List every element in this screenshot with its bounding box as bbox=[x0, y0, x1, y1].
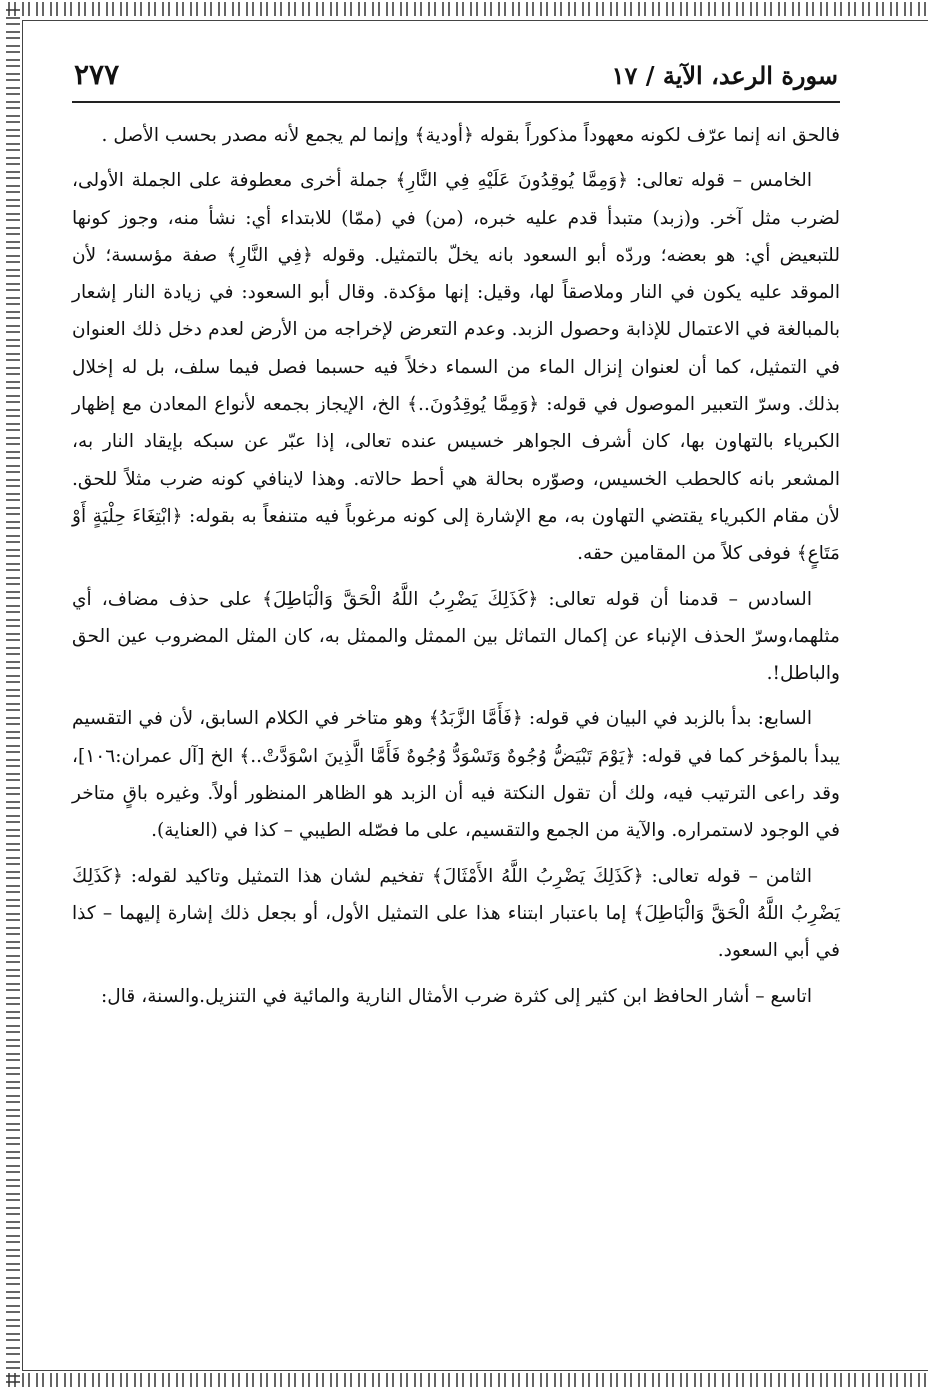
decorative-border-left bbox=[6, 8, 20, 1383]
paragraph-sixth: السادس – قدمنا أن قوله تعالى: ﴿كَذَلِكَ يَضْرِبُ اللَّهُ الْحَقَّ وَالْبَاطِلَ﴾ على حذف مضاف، أي مثلهما،وسرّ الحذف الإنباء عن إكمال التماثل بين الممثل والممثل به، كان المثل المضروب عين الحق والباطل!. bbox=[72, 588, 840, 685]
border-line-top bbox=[22, 20, 928, 21]
paragraph-fifth: الخامس – قوله تعالى: ﴿وَمِمَّا يُوقِدُونَ عَلَيْهِ فِي النَّارِ﴾ جملة أخرى معطوفة على الجملة الأولى، لضرب مثل آخر. و(زبد) متبدأ قدم عليه خبره، (من) في (ممّا) للابتداء أي: نشأ منه، وجوز كونها للتبعيض أي: هو بعضه؛ وردّه أبو السعود بانه يخلّ بالتمثيل. وقوله ﴿فِي النَّارِ﴾ صفة مؤسسة؛ لأن الموقد عليه يكون في النار وملاصقاً لها، وقيل: إنها مؤكدة. وقال أبو السعود: في زيادة النار إشعار بالمبالغة في الاعتمال للإذابة وحصول الزبد. وعدم التعرض لإخراجه من الأرض لعدم دخل ذلك العنوان في التمثيل، كما أن لعنوان إنزال الماء من السماء دخلاً فيه حسبما فصل فيما سلف، بل له إخلال بذلك. وسرّ التعبير الموصول في قوله: ﴿وَمِمَّا يُوقِدُونَ..﴾ الخ، الإيجاز بجمعه لأنواع المعادن مع إظهار الكبرياء بالتهاون بها، كان أشرف الجواهر خسيس عنده تعالى، إذا عبّر عن سبكه بإيقاد النار به، المشعر بانه كالحطب الخسيس، وصوّره بحالة هي أحط حالاته. وهذا لاينافي كونه ضرب مثلاً للحق. لأن مقام الكبرياء يقتضي التهاون به، مع الإشارة إلى كونه مرغوباً فيه متنفعاً به بقوله: ﴿ابْتِغَاءَ حِلْيَةٍ أَوْ مَتَاعٍ﴾ فوفى كلاً من المقامين حقه. bbox=[72, 170, 840, 565]
book-page bbox=[72, 58, 840, 1023]
running-title: سورة الرعد، الآية / ١٧ bbox=[611, 61, 838, 90]
paragraph-eighth: الثامن – قوله تعالى: ﴿كَذَلِكَ يَضْرِبُ اللَّهُ الأَمْثَالَ﴾ تفخيم لشان هذا التمثيل وتاكيد لقوله: ﴿كَذَلِكَ يَضْرِبُ اللَّهُ الْحَقَّ وَالْبَاطِلَ﴾ إما باعتبار ابتناء هذا على التمثيل الأول، أو بجعل ذلك إشارة إليهما – كذا في أبي السعود. bbox=[72, 865, 840, 962]
page-header bbox=[72, 58, 840, 103]
decorative-border-bottom bbox=[8, 1373, 928, 1387]
paragraph-ninth: اتاسع – أشار الحافظ ابن كثير إلى كثرة ضرب الأمثال النارية والمائية في التنزيل.والسنة، قال: bbox=[100, 985, 812, 1007]
page-body bbox=[72, 117, 840, 1015]
border-line-left bbox=[22, 20, 23, 1371]
paragraph-intro: فالحق انه إنما عرّف لكونه معهوداً مذكوراً بقوله ﴿أودية﴾ وإنما لم يجمع لأنه مصدر بحسب الأصل . bbox=[101, 125, 840, 146]
border-line-bottom bbox=[22, 1370, 928, 1371]
decorative-border-top bbox=[8, 2, 928, 16]
paragraph-seventh: السابع: بدأ بالزبد في البيان في قوله: ﴿فَأَمَّا الزَّبَدُ﴾ وهو متاخر في الكلام السابق، لأن في التقسيم يبدأ بالمؤخر كما في قوله: ﴿يَوْمَ تَبْيَضُّ وُجُوهٌ وَتَسْوَدُّ وُجُوهٌ فَأَمَّا الَّذِينَ اسْوَدَّتْ..﴾ الخ [آل عمران:١٠٦]، وقد راعى الترتيب فيه، ولك أن تقول النكتة فيه أن الزبد هو الظاهر المنظور أولاً. وغيره باقٍ متاخر في الوجود لاستمراره. والآية من الجمع والتقسيم، على ما فصّله الطيبي – كذا في (العناية). bbox=[72, 708, 840, 842]
page-number: ٢٧٧ bbox=[74, 58, 120, 91]
